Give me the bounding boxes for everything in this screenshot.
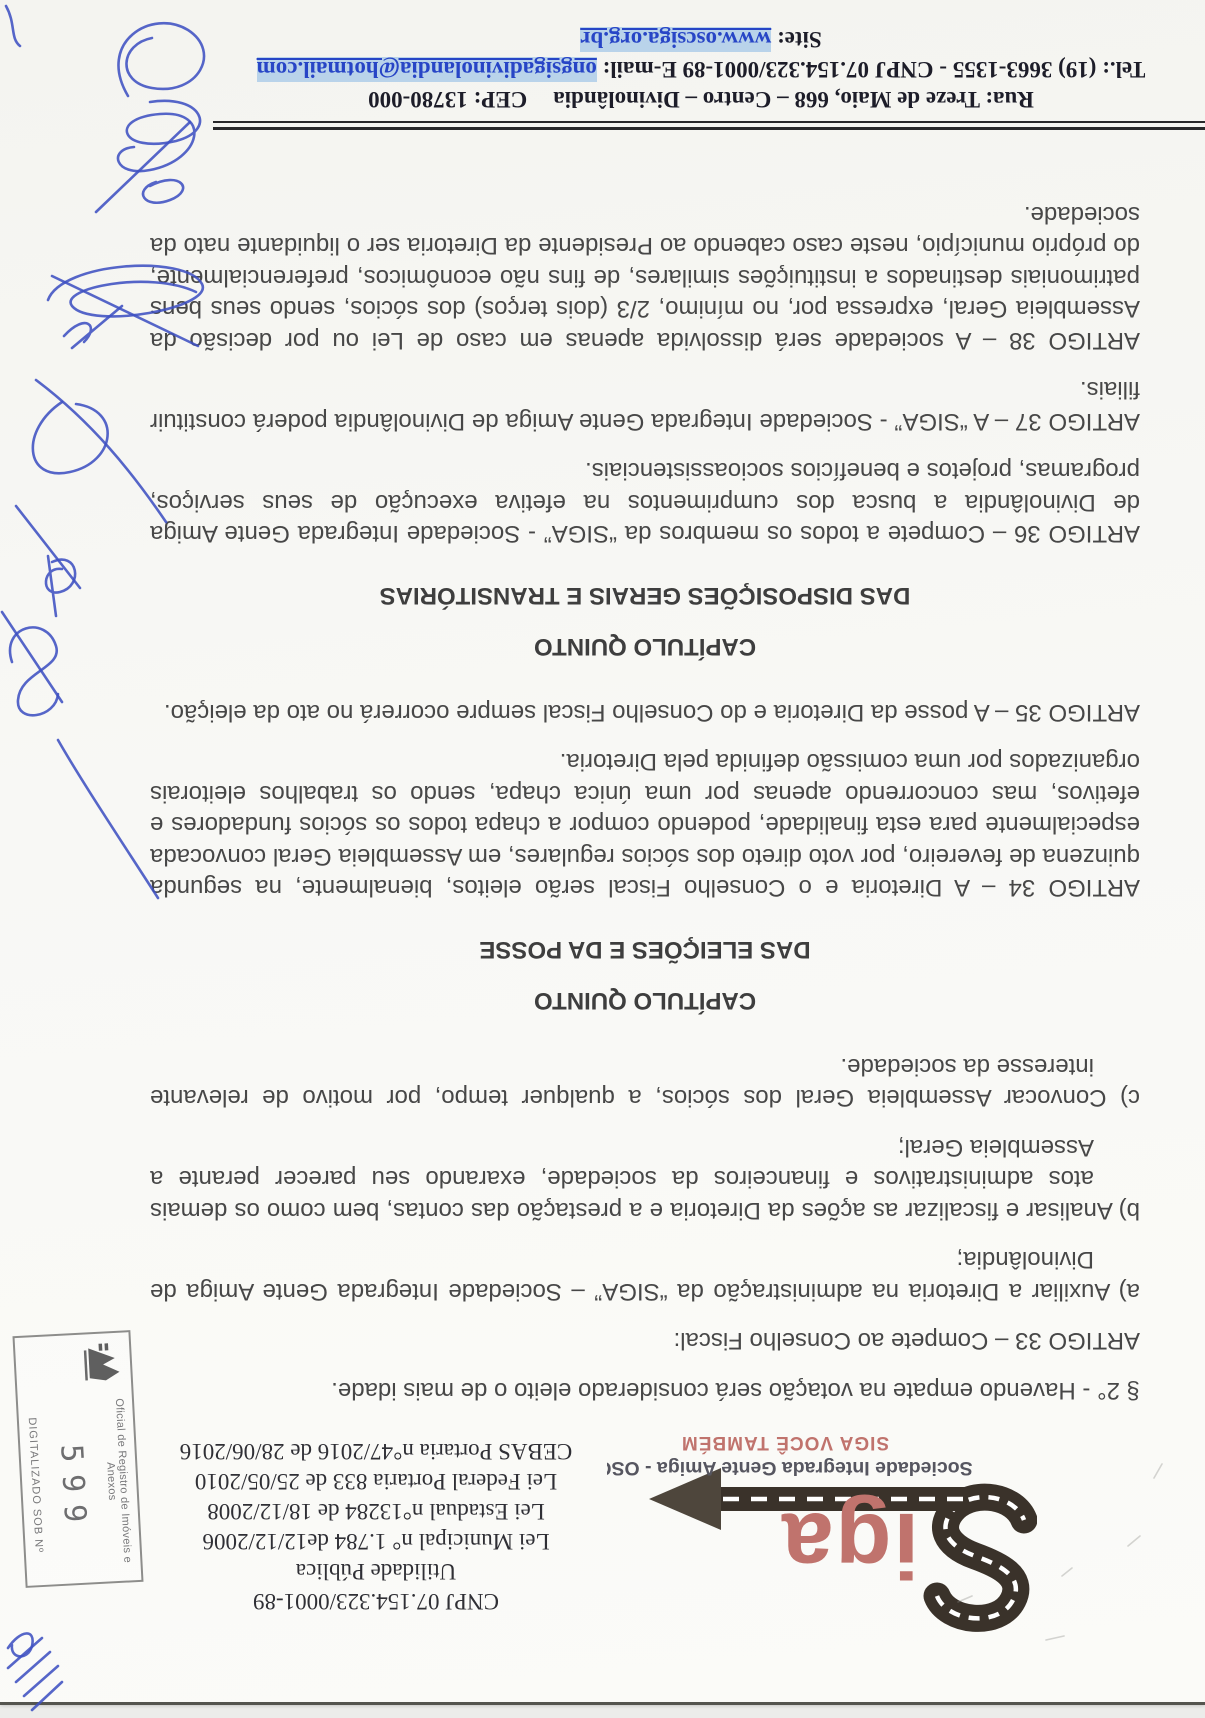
siga-logo-graphic <box>607 1426 1037 1638</box>
footer-address-line <box>197 84 1205 114</box>
registry-line: Utilidade Pública <box>295 1559 457 1584</box>
chapter-heading: CAPÍTULO QUINTO <box>533 987 757 1015</box>
registry-line: Lei Municipal n° 1.784 de12/12/2006 <box>202 1529 550 1554</box>
article-paragraph: ARTIGO 36 – Compete a todos os membros da “SIGA” - Sociedade Integrada Gente Amiga de Divinolândia a busca dos cumprimentos na efetiva execução de seus serviços, programas, projetos e benefícios socioassistenciais. <box>150 457 1140 548</box>
article-paragraph: ARTIGO 37 – A “SIGA” - Sociedade Integrada Gente Amiga de Divinolândia poderá constituir filiais. <box>150 376 1140 435</box>
registry-stamp <box>12 1330 143 1588</box>
clause-item: c) Convocar Assembleia Geral dos sócios, a qualquer tempo, por motivo de relevante interesse da sociedade. <box>150 1053 1140 1112</box>
article-paragraph: ARTIGO 33 – Compete ao Conselho Fiscal: <box>673 1327 1140 1355</box>
registry-line: Lei Federal Portaria 833 de 25/05/2010 <box>194 1469 558 1494</box>
stamp-digitized-label: DIGITALIZADO SOB Nº <box>25 1417 45 1554</box>
registry-line: Lei Estadual n°13284 de 18/12/2008 <box>207 1499 545 1524</box>
logo-brand-rest: iga <box>780 1494 919 1596</box>
logo-slogan: SIGA VOCÊ TAMBÉM <box>680 1432 890 1453</box>
article-paragraph: ARTIGO 35 – A posse da Diretoria e do Conselho Fiscal sempre ocorrerá no ato da eleição. <box>163 699 1140 726</box>
chapter-heading: DAS ELEIÇÕES E DA POSSE <box>479 936 811 963</box>
article-paragraph: ARTIGO 38 – A sociedade será dissolvida apenas em caso de Lei ou por decisão da Assembleia Geral, expressa por, no mínimo, 2/3 (dois terços) dos sócios, sendo seus bens patrimoniais destinados a instituições similares, de fins não econômicos, preferencialmente, do próprio município, neste caso cabendo ao Presidente da Diretoria ser o liquidante nato da sociedade. <box>150 201 1140 354</box>
footer-contact-line <box>197 54 1205 84</box>
registry-office-icon <box>22 1341 124 1388</box>
footer-cep: CEP: 13780-000 <box>368 87 528 112</box>
article-paragraph: § 2° - Havendo empate na votação será considerado eleito o de mais idade. <box>331 1377 1140 1404</box>
article-paragraph: ARTIGO 34 – A Diretoria e o Conselho Fiscal serão eleitos, bienalmente, na segunda quinzena de fevereiro, por voto direto dos sócios regulares, em Assembleia Geral convocada especialmente para esta finalidade, podendo compor a chapa todos os sócios fundadores e efetivos, mas concorrendo apenas por uma única chapa, sendo os trabalhos eleitorais organizados por uma comissão definida pela Diretoria. <box>150 748 1140 902</box>
footer-email-link: ongsigadivinolandia@hotmail.com <box>256 57 597 82</box>
footer-address: Rua: Treze de Maio, 668 – Centro – Divinolândia <box>553 87 1034 112</box>
registry-info-block <box>145 1436 607 1616</box>
registry-line: CEBAS Portaria n°47/2016 de 28/06/2016 <box>179 1439 573 1464</box>
logo-tagline: Sociedade Integrada Gente Amiga - OSC <box>607 1457 973 1479</box>
page-footer <box>197 24 1205 130</box>
footer-site-label: Site: <box>771 27 822 52</box>
chapter-heading: DAS DISPOSIÇÕES GERAIS E TRANSITÓRIAS <box>379 582 911 609</box>
document-body <box>150 181 1140 1407</box>
footer-site-link: www.oscsiga.org.br <box>580 27 772 52</box>
footer-site-line <box>197 24 1205 54</box>
registry-line: CNPJ 07.154.323/0001-89 <box>253 1589 499 1614</box>
footer-divider <box>213 121 1205 130</box>
chapter-heading: CAPÍTULO QUINTO <box>533 633 757 661</box>
clause-item: b) Analisar e fiscalizar as ações da Diretoria e a prestação das contas, bem como os demais atos administrativos e financeiros da sociedade, exarando seu parecer perante a Assembleia Geral; <box>150 1134 1140 1224</box>
stamp-office-name: Oficial de Registro de Imóveis e Anexos <box>104 1398 134 1564</box>
clause-item: a) Auxiliar a Diretoria na administração da “SIGA” – Sociedade Integrada Gente Amiga de Divinolândia; <box>150 1246 1140 1305</box>
siga-logo <box>607 1426 1037 1638</box>
footer-tel-cnpj: Tel.: (19) 3663-1355 - CNPJ 07.154.323/0001-89 E-mail: <box>596 57 1146 82</box>
stamp-number: 599 <box>53 1443 94 1536</box>
